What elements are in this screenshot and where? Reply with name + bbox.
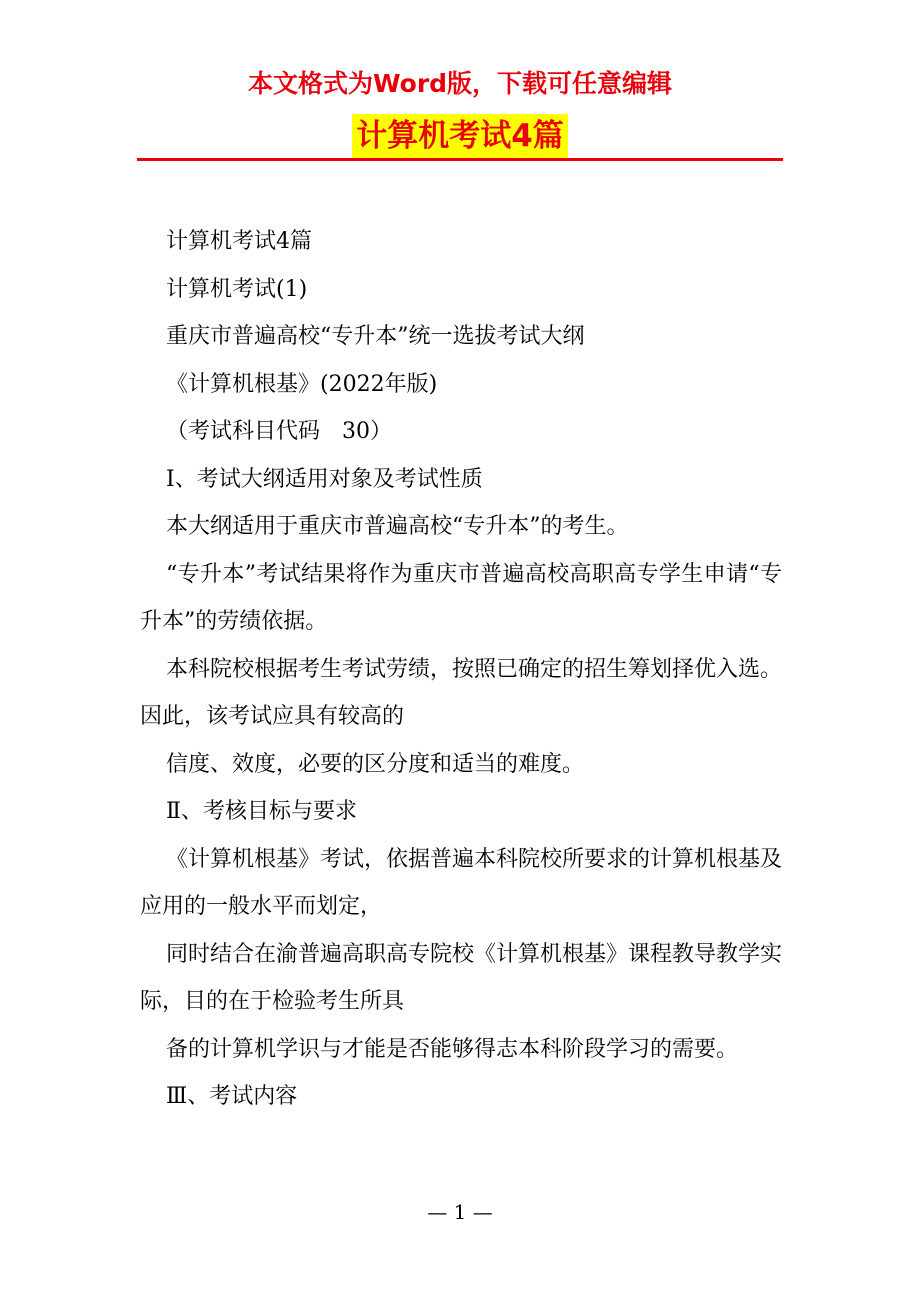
download-notice-banner: 本文格式为Word版，下载可任意编辑 xyxy=(247,69,673,98)
title-wrapper xyxy=(0,114,920,158)
paragraph: 备的计算机学识与才能是否能够得志本科阶段学习的需要。 xyxy=(166,1036,739,1062)
section-heading: Ⅰ、考试大纲适用对象及考试性质 xyxy=(166,466,483,492)
paragraph: 《计算机根基》考试，依据普遍本科院校所要求的计算机根基及应用的一般水平而划定， xyxy=(140,846,783,919)
section-heading: Ⅱ、考核目标与要求 xyxy=(166,799,357,824)
document-body xyxy=(140,218,782,1121)
paragraph: 本大纲适用于重庆市普遍高校“专升本”的考生。 xyxy=(166,514,629,539)
paragraph: 重庆市普遍高校“专升本”统一选拔考试大纲 xyxy=(166,324,585,349)
paragraph: 《计算机根基》(2022年版) xyxy=(166,371,438,397)
paragraph: 计算机考试4篇 xyxy=(166,229,312,254)
document-title: 计算机考试4篇 xyxy=(352,114,568,158)
paragraph: 信度、效度，必要的区分度和适当的难度。 xyxy=(166,751,585,777)
paragraph: 计算机考试(1) xyxy=(166,276,308,302)
title-underline-rule xyxy=(137,158,783,161)
paragraph: （考试科目代码 30） xyxy=(166,419,392,444)
paragraph: “专升本”考试结果将作为重庆市普遍高校高职高专学生申请“专升本”的劳绩依据。 xyxy=(140,561,782,634)
paragraph: 同时结合在渝普遍高职高专院校《计算机根基》课程教导教学实际，目的在于检验考生所具 xyxy=(140,941,783,1014)
paragraph: 本科院校根据考生考试劳绩，按照已确定的招生筹划择优入选。因此，该考试应具有较高的 xyxy=(140,656,783,729)
page-number: — 1 — xyxy=(427,1200,493,1224)
section-heading: Ⅲ、考试内容 xyxy=(166,1084,298,1109)
